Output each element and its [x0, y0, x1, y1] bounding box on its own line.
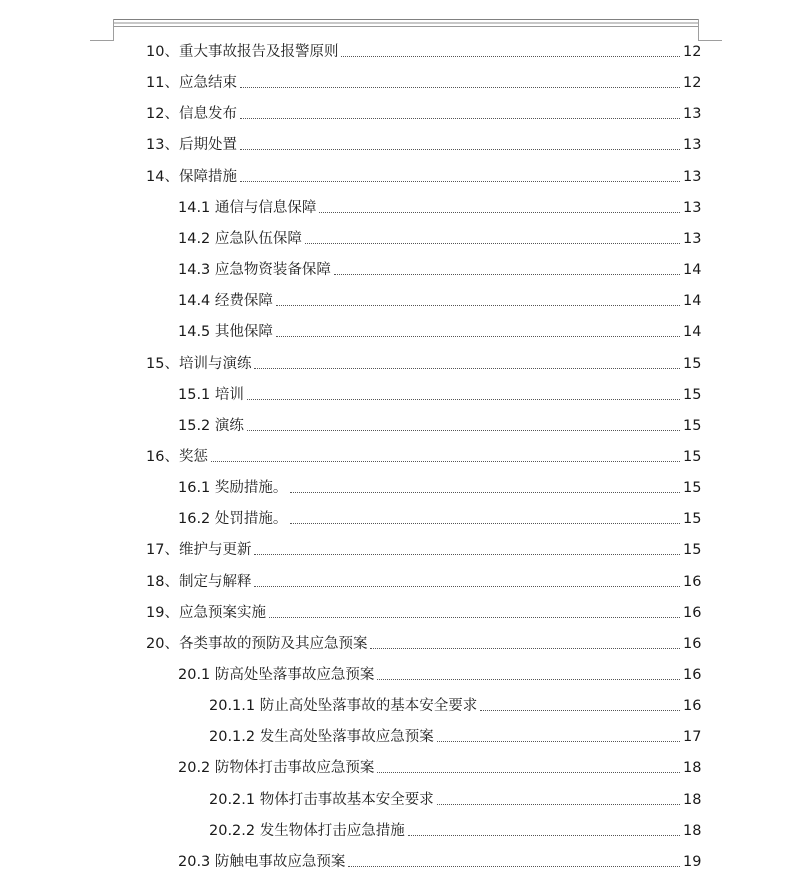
- toc-dot-leader: [334, 274, 680, 275]
- toc-entry[interactable]: [178, 414, 702, 436]
- toc-dot-leader: [437, 804, 680, 805]
- toc-entry-title: 20.1.1 防止高处坠落事故的基本安全要求: [209, 698, 478, 714]
- toc-entry-title: 14、保障措施: [146, 169, 237, 185]
- toc-entry-title: 20.2.1 物体打击事故基本安全要求: [209, 792, 434, 808]
- toc-dot-leader: [290, 492, 680, 493]
- toc-entry-title: 16.2 处罚措施。: [178, 511, 288, 527]
- toc-entry[interactable]: [146, 165, 702, 187]
- toc-dot-leader: [247, 430, 680, 431]
- toc-entry-page-number: 13: [683, 106, 702, 122]
- toc-dot-leader: [290, 523, 680, 524]
- toc-entry[interactable]: [178, 320, 702, 342]
- toc-entry-title: 16、奖惩: [146, 449, 208, 465]
- toc-entry[interactable]: [178, 289, 702, 311]
- toc-entry[interactable]: [146, 133, 702, 155]
- toc-dot-leader: [408, 835, 680, 836]
- toc-entry[interactable]: [178, 476, 702, 498]
- toc-entry[interactable]: [178, 756, 702, 778]
- toc-entry[interactable]: [178, 227, 702, 249]
- toc-entry[interactable]: [146, 40, 702, 62]
- toc-dot-leader: [341, 56, 680, 57]
- toc-entry-title: 15、培训与演练: [146, 356, 252, 372]
- toc-entry-page-number: 16: [683, 667, 702, 683]
- toc-entry-page-number: 12: [683, 44, 702, 60]
- toc-entry-page-number: 19: [683, 854, 702, 870]
- toc-entry[interactable]: [209, 788, 702, 810]
- toc-dot-leader: [276, 336, 680, 337]
- toc-entry-page-number: 14: [683, 293, 702, 309]
- toc-entry-page-number: 16: [683, 605, 702, 621]
- toc-dot-leader: [377, 679, 680, 680]
- toc-entry-page-number: 12: [683, 75, 702, 91]
- toc-entry-title: 14.4 经费保障: [178, 293, 273, 309]
- toc-entry-page-number: 13: [683, 200, 702, 216]
- toc-entry[interactable]: [209, 725, 702, 747]
- toc-dot-leader: [240, 118, 680, 119]
- toc-entry-page-number: 15: [683, 511, 702, 527]
- toc-entry-title: 19、应急预案实施: [146, 605, 266, 621]
- toc-entry[interactable]: [146, 445, 702, 467]
- toc-entry-title: 18、制定与解释: [146, 574, 252, 590]
- toc-entry-title: 13、后期处置: [146, 137, 237, 153]
- toc-entry-title: 14.3 应急物资装备保障: [178, 262, 331, 278]
- toc-entry-page-number: 17: [683, 729, 702, 745]
- toc-dot-leader: [269, 617, 680, 618]
- toc-dot-leader: [437, 741, 680, 742]
- toc-dot-leader: [254, 586, 680, 587]
- toc-entry-page-number: 13: [683, 137, 702, 153]
- toc-entry[interactable]: [146, 352, 702, 374]
- toc-dot-leader: [254, 368, 680, 369]
- toc-dot-leader: [276, 305, 680, 306]
- toc-entry[interactable]: [146, 102, 702, 124]
- toc-entry-page-number: 15: [683, 418, 702, 434]
- toc-entry[interactable]: [178, 258, 702, 280]
- toc-entry[interactable]: [178, 383, 702, 405]
- toc-dot-leader: [247, 399, 680, 400]
- toc-entry-page-number: 16: [683, 636, 702, 652]
- toc-dot-leader: [480, 710, 680, 711]
- toc-entry-title: 10、重大事故报告及报警原则: [146, 44, 339, 60]
- toc-entry[interactable]: [209, 694, 702, 716]
- toc-entry-title: 16.1 奖励措施。: [178, 480, 288, 496]
- toc-entry-title: 20.3 防触电事故应急预案: [178, 854, 346, 870]
- toc-entry-title: 20.1.2 发生高处坠落事故应急预案: [209, 729, 434, 745]
- toc-entry-page-number: 15: [683, 542, 702, 558]
- toc-dot-leader: [305, 243, 680, 244]
- toc-entry-title: 12、信息发布: [146, 106, 237, 122]
- toc-dot-leader: [240, 87, 680, 88]
- toc-entry-page-number: 18: [683, 792, 702, 808]
- toc-entry-title: 15.2 演练: [178, 418, 244, 434]
- toc-entry-page-number: 15: [683, 356, 702, 372]
- toc-dot-leader: [319, 212, 680, 213]
- toc-entry-title: 20.1 防高处坠落事故应急预案: [178, 667, 375, 683]
- toc-entry-title: 14.1 通信与信息保障: [178, 200, 317, 216]
- toc-entry-page-number: 15: [683, 449, 702, 465]
- toc-entry-page-number: 18: [683, 760, 702, 776]
- toc-entry[interactable]: [178, 507, 702, 529]
- toc-dot-leader: [240, 181, 680, 182]
- toc-entry-page-number: 16: [683, 574, 702, 590]
- toc-entry-title: 17、维护与更新: [146, 542, 252, 558]
- toc-dot-leader: [370, 648, 680, 649]
- toc-dot-leader: [240, 149, 680, 150]
- toc-entry[interactable]: [178, 850, 702, 872]
- toc-dot-leader: [254, 554, 680, 555]
- toc-entry-page-number: 15: [683, 480, 702, 496]
- toc-entry-page-number: 15: [683, 387, 702, 403]
- toc-entry-page-number: 16: [683, 698, 702, 714]
- toc-entry-page-number: 13: [683, 169, 702, 185]
- toc-entry-page-number: 14: [683, 262, 702, 278]
- toc-entry[interactable]: [178, 196, 702, 218]
- toc-entry[interactable]: [146, 71, 702, 93]
- toc-entry-title: 14.2 应急队伍保障: [178, 231, 302, 247]
- toc-entry[interactable]: [146, 538, 702, 560]
- toc-entry-title: 14.5 其他保障: [178, 324, 273, 340]
- toc-entry[interactable]: [178, 663, 702, 685]
- toc-entry-title: 11、应急结束: [146, 75, 237, 91]
- toc-entry-page-number: 18: [683, 823, 702, 839]
- toc-entry-title: 20.2.2 发生物体打击应急措施: [209, 823, 405, 839]
- toc-entry[interactable]: [146, 601, 702, 623]
- toc-dot-leader: [211, 461, 680, 462]
- toc-entry[interactable]: [146, 632, 702, 654]
- toc-entry-title: 15.1 培训: [178, 387, 244, 403]
- toc-entry-page-number: 14: [683, 324, 702, 340]
- toc-entry[interactable]: [146, 570, 702, 592]
- toc-entry-page-number: 13: [683, 231, 702, 247]
- toc-dot-leader: [377, 772, 680, 773]
- toc-entry-title: 20.2 防物体打击事故应急预案: [178, 760, 375, 776]
- toc-dot-leader: [348, 866, 680, 867]
- toc-entry[interactable]: [209, 819, 702, 841]
- toc-entry-title: 20、各类事故的预防及其应急预案: [146, 636, 368, 652]
